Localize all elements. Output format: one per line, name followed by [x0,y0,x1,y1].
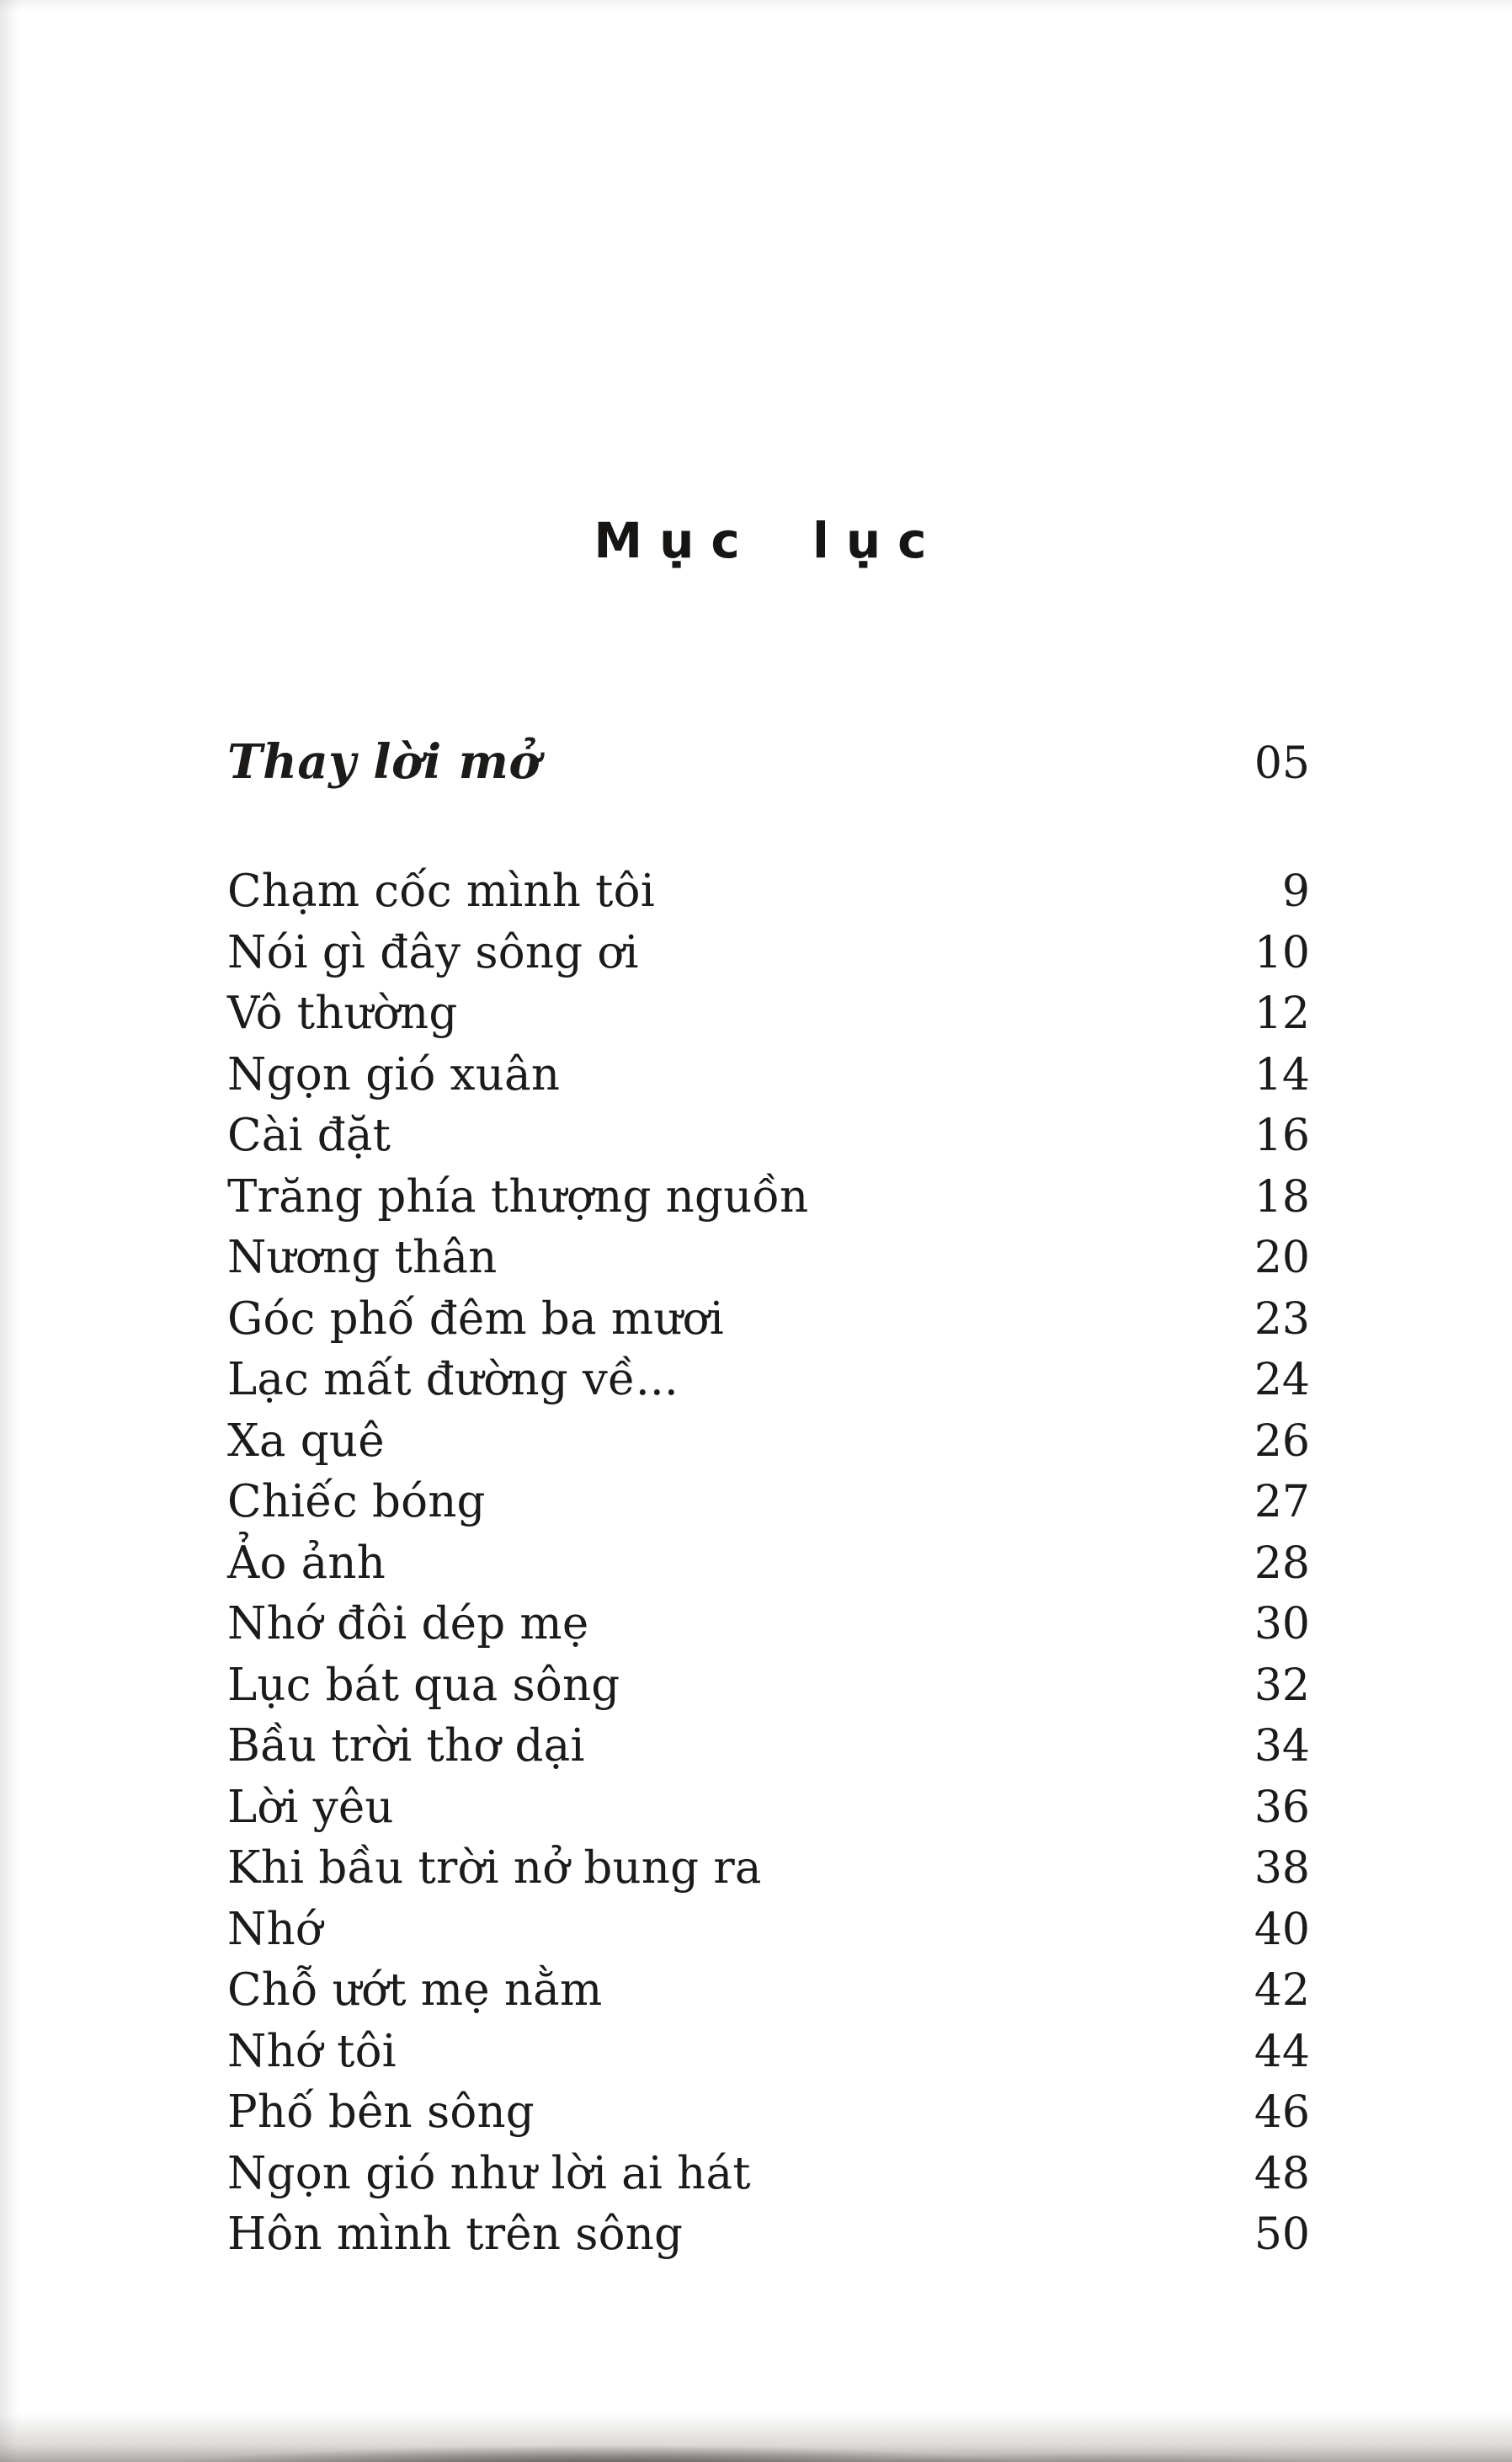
entry-title: Nương thân [227,1232,498,1283]
toc-row [227,2209,1310,2270]
entry-page-number: 9 [1281,866,1310,917]
entry-page-number: 34 [1254,1721,1310,1772]
entry-page-number: 48 [1254,2148,1310,2199]
entry-page-number: 10 [1254,927,1310,978]
entry-page-number: 12 [1254,989,1310,1039]
toc-row [227,1842,1310,1904]
entry-title: Lục bát qua sông [227,1659,620,1711]
entry-title: Góc phố đêm ba mươi [227,1292,724,1345]
intro-page-number: 05 [1254,738,1310,789]
toc-row [227,1293,1310,1355]
entry-page-number: 40 [1254,1904,1310,1955]
toc-row [227,2148,1310,2209]
entry-title: Lạc mất đường về... [227,1354,679,1405]
entry-title: Nói gì đây sông ơi [227,926,639,978]
entry-page-number: 16 [1254,1111,1310,1161]
toc-row [227,1964,1310,2026]
entry-page-number: 20 [1254,1233,1310,1283]
entry-title: Vô thường [227,988,458,1039]
entry-title: Khi bầu trời nở bung ra [227,1842,762,1894]
toc-row [227,866,1310,927]
toc-row [227,2086,1310,2148]
entry-title: Lời yêu [227,1781,394,1833]
toc-row [227,1904,1310,1965]
entry-page-number: 30 [1254,1599,1310,1649]
entry-page-number: 18 [1254,1171,1310,1223]
toc-row [227,1354,1310,1415]
entry-title: Cài đặt [227,1110,391,1161]
intro-row [227,734,1310,790]
entry-title: Nhớ đôi dép mẹ [227,1598,589,1649]
toc-row [227,1415,1310,1477]
entry-title: Bầu trời thơ dại [227,1720,585,1772]
toc-row [227,1598,1310,1660]
entry-title: Chạm cốc mình tôi [227,866,655,917]
entry-page-number: 32 [1254,1660,1310,1711]
entry-title: Ngọn gió như lời ai hát [227,2147,751,2199]
book-page [227,0,1310,2270]
entry-page-number: 46 [1254,2087,1310,2138]
toc-row [227,1110,1310,1171]
entry-title: Phố bên sông [227,2086,535,2138]
entry-title: Nhớ [227,1903,323,1955]
toc-row [227,1171,1310,1233]
toc-row [227,1537,1310,1599]
toc-row [227,1232,1310,1293]
entry-title: Ngọn gió xuân [227,1048,561,1100]
entry-title: Chiếc bóng [227,1476,486,1527]
entry-title: Nhớ tôi [227,2025,397,2077]
toc-list [227,866,1310,2270]
entry-page-number: 14 [1254,1049,1310,1100]
entry-page-number: 23 [1254,1293,1310,1345]
entry-page-number: 36 [1254,1782,1310,1833]
entry-title: Trăng phía thượng nguồn [227,1170,809,1223]
entry-title: Ảo ảnh [227,1537,386,1589]
entry-page-number: 28 [1254,1537,1310,1589]
scan-left-edge-shadow [0,0,19,2462]
toc-row [227,988,1310,1049]
entry-page-number: 24 [1254,1355,1310,1405]
entry-page-number: 27 [1254,1477,1310,1527]
intro-title: Thay lời mở [227,734,541,790]
page-title: Mục lục [594,512,944,569]
scan-bottom-edge-shadow [0,2413,1512,2462]
toc-row [227,2026,1310,2087]
entry-title: Xa quê [227,1415,385,1467]
entry-page-number: 42 [1254,1965,1310,2016]
entry-page-number: 38 [1254,1843,1310,1894]
toc-row [227,1720,1310,1782]
entry-page-number: 44 [1254,2026,1310,2077]
entry-title: Hôn mình trên sông [227,2209,684,2260]
toc-row [227,1782,1310,1843]
entry-page-number: 50 [1254,2209,1310,2260]
toc-row [227,1049,1310,1111]
toc-row [227,927,1310,989]
toc-row [227,1476,1310,1537]
entry-title: Chỗ ướt mẹ nằm [227,1964,603,2016]
toc-row [227,1660,1310,1721]
entry-page-number: 26 [1254,1415,1310,1467]
